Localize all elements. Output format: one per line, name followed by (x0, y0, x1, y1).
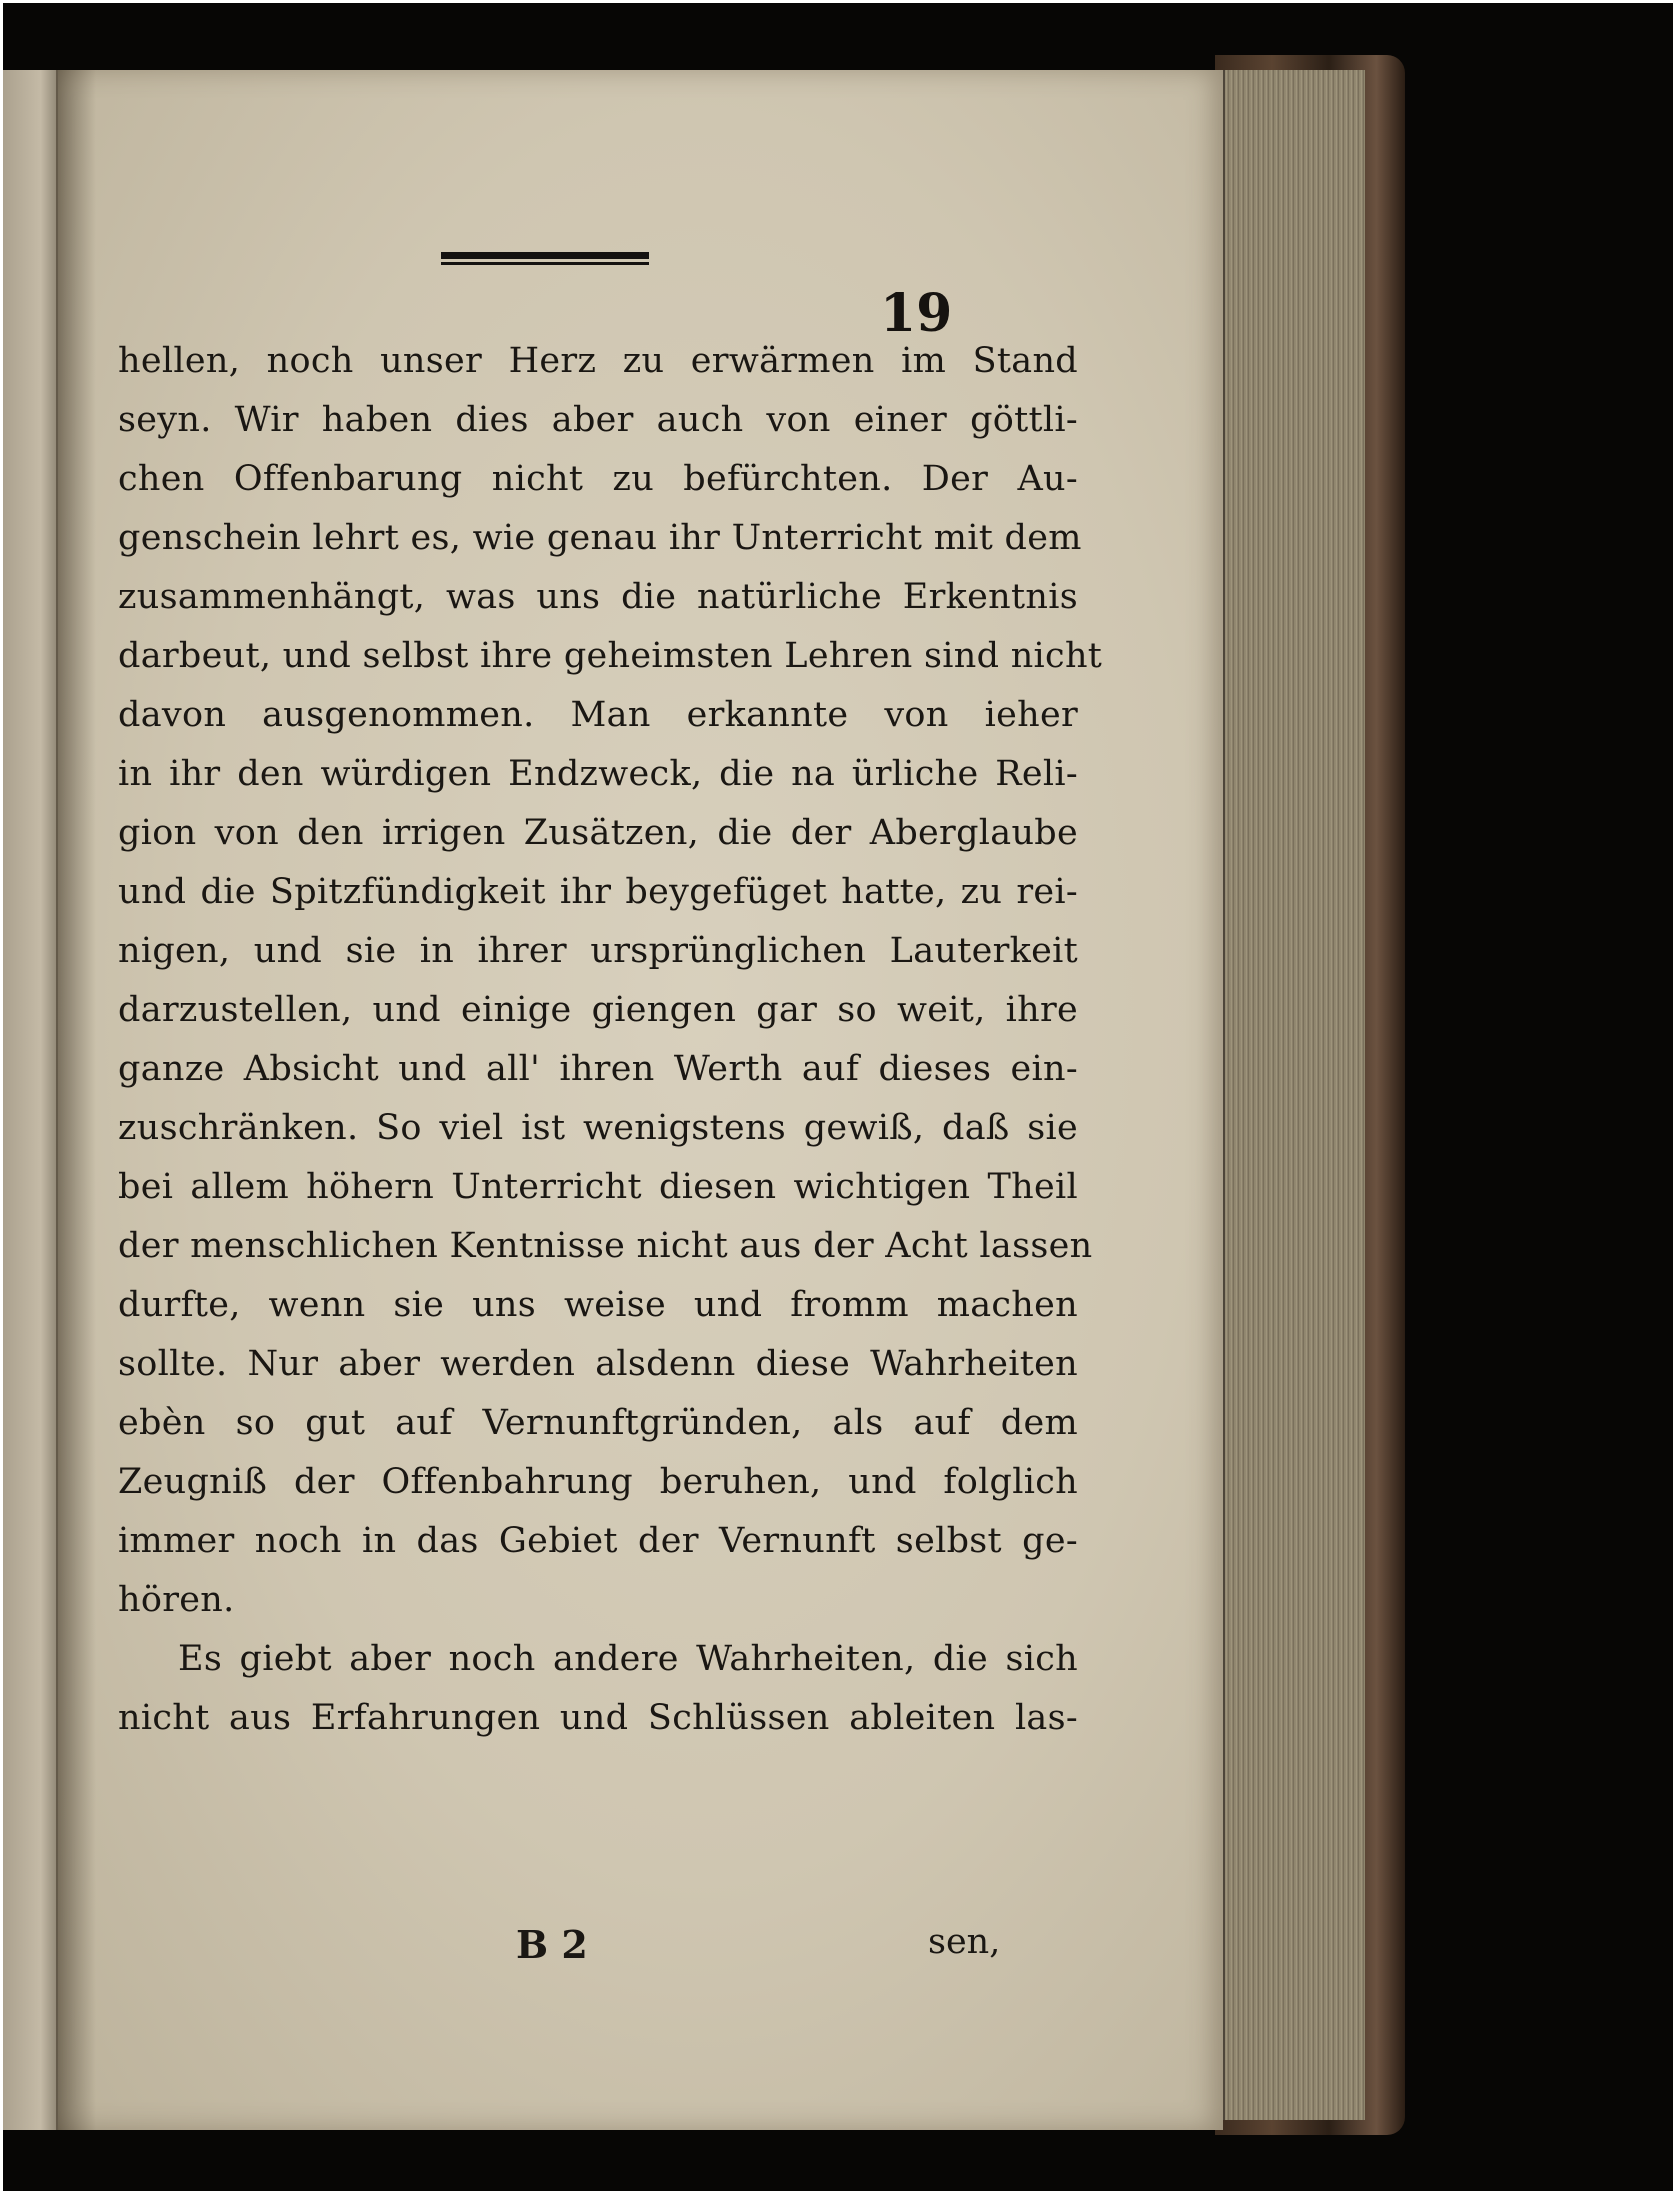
text-line: ebèn so gut auf Vernunftgründen, als auf dem (118, 1403, 1078, 1443)
text-line: davon ausgenommen. Man erkannte von ieher (118, 695, 1078, 735)
header-rule (441, 248, 649, 268)
text-line: gion von den irrigen Zusätzen, die der Aberglaube (118, 813, 1078, 853)
text-line: und die Spitzfündigkeit ihr beygefüget hatte, zu rei- (118, 872, 1078, 912)
catchword: sen, (928, 1922, 1001, 1962)
text-line: genschein lehrt es, wie genau ihr Unterricht mit dem (118, 518, 1082, 558)
page-edges (1222, 70, 1365, 2120)
text-line: bei allem höhern Unterricht diesen wichtigen Theil (118, 1167, 1078, 1207)
text-line: sollte. Nur aber werden alsdenn diese Wahrheiten (118, 1344, 1078, 1384)
text-line: durfte, wenn sie uns weise und fromm machen (118, 1285, 1078, 1325)
text-line: Zeugniß der Offenbahrung beruhen, und folglich (118, 1462, 1078, 1502)
body-text (118, 332, 1103, 1748)
frame-mark (0, 0, 3, 2194)
text-line: ganze Absicht und all' ihren Werth auf dieses ein- (118, 1049, 1078, 1089)
frame-mark (0, 0, 1676, 3)
text-line: nigen, und sie in ihrer ursprünglichen Lauterkeit (118, 931, 1078, 971)
text-line: hellen, noch unser Herz zu erwärmen im Stand (118, 341, 1078, 381)
signature-mark: B 2 (516, 1922, 588, 1967)
text-line: darbeut, und selbst ihre geheimsten Lehren sind nicht (118, 636, 1103, 676)
text-line: hören. (118, 1580, 235, 1620)
gutter-shadow (56, 70, 96, 2130)
text-line: in ihr den würdigen Endzweck, die na ürliche Reli- (118, 754, 1078, 794)
book-page (58, 70, 1223, 2130)
text-line: chen Offenbarung nicht zu befürchten. Der Au- (118, 459, 1078, 499)
text-line: darzustellen, und einige giengen gar so weit, ihre (118, 990, 1078, 1030)
text-line: nicht aus Erfahrungen und Schlüssen ableiten las- (118, 1698, 1078, 1738)
text-line: zuschränken. So viel ist wenigstens gewiß, daß sie (118, 1108, 1078, 1148)
text-line: der menschlichen Kentnisse nicht aus der Acht lassen (118, 1226, 1093, 1266)
page-number: 19 (880, 283, 953, 344)
text-line: zusammenhängt, was uns die natürliche Erkentnis (118, 577, 1078, 617)
text-line: seyn. Wir haben dies aber auch von einer göttli- (118, 400, 1078, 440)
text-line: immer noch in das Gebiet der Vernunft selbst ge- (118, 1521, 1078, 1561)
left-page-edge (0, 70, 60, 2130)
text-line: Es giebt aber noch andere Wahrheiten, die sich (178, 1639, 1078, 1679)
